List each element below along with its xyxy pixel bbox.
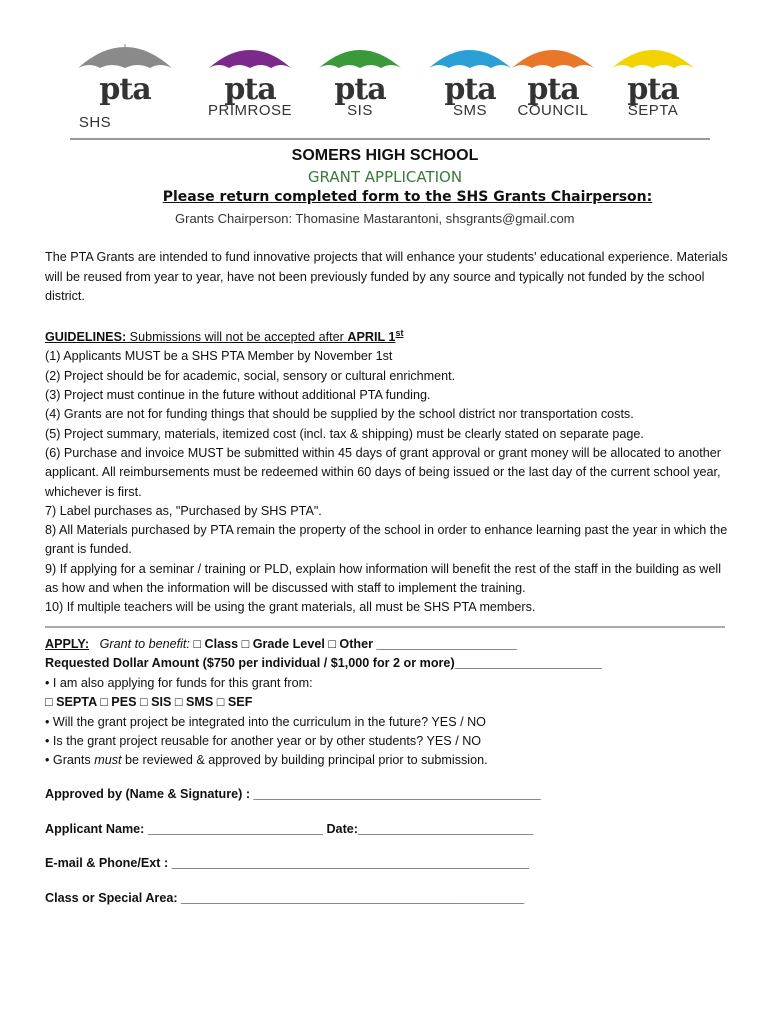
guideline-item: (2) Project should be for academic, social, sensory or cultural enrichment. xyxy=(45,368,456,383)
requested-dollar-amount-field[interactable]: Requested Dollar Amount ($750 per individual / $1,000 for 2 or more)_____________________ xyxy=(45,656,602,671)
guideline-item: 10) If multiple teachers will be using the grant materials, all must be SHS PTA members. xyxy=(45,600,536,615)
logo-pta-text: pta xyxy=(627,72,679,107)
reusable-question: • Is the grant project reusable for another year or by other students? YES / NO xyxy=(45,734,482,749)
logo-label: SMS xyxy=(452,102,487,119)
logo-label: PRIMROSE xyxy=(207,102,292,119)
email-phone-field[interactable]: E-mail & Phone/Ext : ___________________________________________________ xyxy=(45,856,529,870)
guidelines-deadline-sup: st xyxy=(395,328,404,338)
logo-septa xyxy=(598,38,708,138)
guidelines-label: GUIDELINES: xyxy=(45,330,127,345)
applicant-name-date-field[interactable]: Applicant Name: _________________________ Date:_________________________ xyxy=(45,822,534,836)
pta-logos-banner xyxy=(70,38,710,138)
guideline-item: (1) Applicants MUST be a SHS PTA Member by November 1st xyxy=(45,349,393,364)
funding-sources-checkboxes[interactable]: □ SEPTA □ PES □ SIS □ SMS □ SEF xyxy=(45,695,253,710)
guideline-item: (4) Grants are not for funding things that should be supplied by the school district nor transportation costs. xyxy=(45,407,634,422)
curriculum-question: • Will the grant project be integrated into the curriculum in the future? YES / NO xyxy=(45,714,486,729)
logo-pta-text: pta xyxy=(444,72,496,107)
header-divider xyxy=(70,138,710,140)
chairperson-contact: Grants Chairperson: Thomasine Mastarantoni, shsgrants@gmail.com xyxy=(175,211,575,226)
section-divider xyxy=(45,626,725,628)
logo-pta-text: pta xyxy=(527,72,579,107)
guidelines-heading xyxy=(45,324,735,347)
return-instruction: Please return completed form to the SHS Grants Chairperson: xyxy=(162,189,653,205)
guidelines-deadline-date: APRIL 1 xyxy=(347,330,396,345)
logo-label: COUNCIL xyxy=(517,102,589,119)
note-prefix: • Grants xyxy=(45,753,95,768)
guidelines-deadline-text: Submissions will not be accepted after xyxy=(126,330,348,345)
form-subtitle: GRANT APPLICATION xyxy=(307,168,463,186)
apply-benefit-row xyxy=(45,635,735,654)
class-special-area-field[interactable]: Class or Special Area: _________________________________________________ xyxy=(45,891,525,905)
principal-approval-note xyxy=(45,751,735,770)
guideline-item: (6) Purchase and invoice MUST be submitted within 45 days of grant approval or grant money will be allocated to another applicant. All reimbursements must be redeemed within 60 days of being issued or the last day of the current school year, whichever is first. xyxy=(45,445,721,499)
note-suffix: be reviewed & approved by building principal prior to submission. xyxy=(121,753,488,768)
logo-pta-text: pta xyxy=(334,72,386,107)
logo-label: SEPTA xyxy=(627,102,679,119)
logo-council xyxy=(498,38,608,138)
guideline-item: 9) If applying for a seminar / training or PLD, explain how information will benefit the rest of the staff in the building as well as how and when the information will be discussed with staff to implement the training. xyxy=(45,561,721,596)
logo-label: SIS xyxy=(347,102,373,119)
logo-sis xyxy=(305,38,415,138)
benefit-options[interactable]: □ Class □ Grade Level □ Other ____________________ xyxy=(193,637,517,651)
guidelines-section xyxy=(45,324,735,618)
apply-section xyxy=(45,635,735,771)
page-title: SOMERS HIGH SCHOOL xyxy=(291,147,479,164)
guideline-item: (5) Project summary, materials, itemized cost (incl. tax & shipping) must be clearly stated on separate page. xyxy=(45,426,644,441)
also-applying-text: • I am also applying for funds for this grant from: xyxy=(45,675,313,690)
guideline-item: 7) Label purchases as, "Purchased by SHS PTA". xyxy=(45,503,322,518)
guideline-item: 8) All Materials purchased by PTA remain the property of the school in order to enhance learning past the year in which the grant is funded. xyxy=(45,523,728,557)
logo-shs xyxy=(70,38,180,138)
note-emphasis: must xyxy=(94,753,122,768)
apply-label: APPLY: xyxy=(45,637,90,651)
logo-pta-text: pta xyxy=(224,72,276,107)
approved-by-field[interactable]: Approved by (Name & Signature) : _________________________________________ xyxy=(45,787,541,801)
logo-pta-text: pta xyxy=(99,72,151,107)
benefit-label: Grant to benefit: xyxy=(99,637,190,651)
guideline-item: (3) Project must continue in the future without additional PTA funding. xyxy=(45,388,431,403)
logo-label: SHS xyxy=(78,114,112,131)
intro-paragraph: The PTA Grants are intended to fund innovative projects that will enhance your students' educational experience. Materials will be reused from year to year, have not been previously funded by any source and typically not funded by the school district. xyxy=(45,250,728,303)
logo-primrose xyxy=(195,38,305,138)
